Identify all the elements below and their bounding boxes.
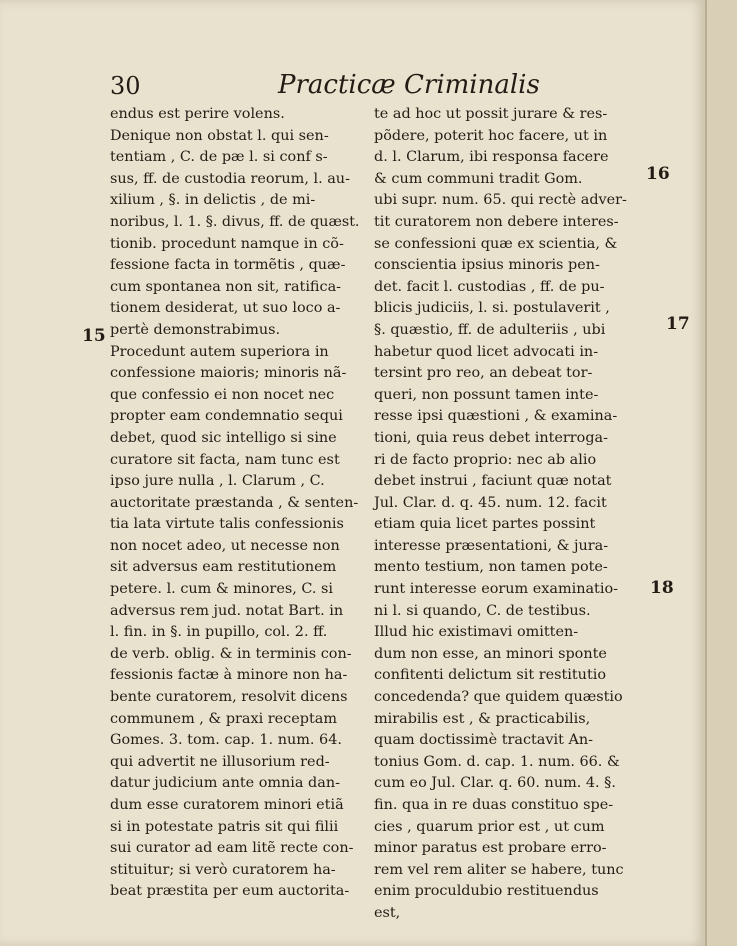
right-column-line: habetur quod licet advocati in- xyxy=(374,343,599,360)
right-column-line: Jul. Clar. d. q. 45. num. 12. facit xyxy=(374,494,607,511)
right-column-line: ubi supr. num. 65. qui rectè adver- xyxy=(374,192,627,209)
left-column-line: de verb. oblig. & in terminis con- xyxy=(110,645,352,662)
left-column-line: propter eam condemnatio sequi xyxy=(110,408,343,425)
left-column-line: tionem desiderat, ut suo loco a- xyxy=(110,300,341,317)
margin-number-16: 16 xyxy=(646,164,670,184)
right-column-line: enim proculdubio restituendus xyxy=(374,883,599,900)
next-page-edge xyxy=(705,0,737,946)
left-column-line: auctoritate præstanda , & senten- xyxy=(110,494,359,511)
right-column-line: fin. qua in re duas constituo spe- xyxy=(374,797,614,813)
left-column-line: xilium , §. in delictis , de mi- xyxy=(110,192,316,209)
left-column-line: ipso jure nulla , l. Clarum , C. xyxy=(110,473,325,490)
left-column xyxy=(110,104,360,903)
left-column-line: l. fin. in §. in pupillo, col. 2. ff. xyxy=(110,624,328,641)
right-column-line: minor paratus est probare erro- xyxy=(374,840,607,857)
running-title: Practicæ Criminalis xyxy=(278,70,540,100)
right-column-line: tonius Gom. d. cap. 1. num. 66. & xyxy=(374,753,620,770)
left-column-line: Denique non obstat l. qui sen- xyxy=(110,127,329,144)
left-column-line: curatore sit facta, nam tunc est xyxy=(110,451,340,468)
left-column-line: petere. l. cum & minores, C. si xyxy=(110,581,333,598)
left-column-line: que confessio ei non nocet nec xyxy=(110,386,335,403)
left-column-line: qui advertit ne illusorium red- xyxy=(110,753,330,770)
left-column-line: sit adversus eam restitutionem xyxy=(110,559,337,576)
right-column-line: conscientia ipsius minoris pen- xyxy=(374,257,600,274)
left-column-line: tia lata virtute talis confessionis xyxy=(110,516,344,533)
left-column-line: dum esse curatorem minori etiã xyxy=(110,797,344,813)
right-column-line: cum eo Jul. Clar. q. 60. num. 4. §. xyxy=(374,775,616,792)
right-column-line: põdere, poterit hoc facere, ut in xyxy=(374,127,608,144)
right-column-line: d. l. Clarum, ibi responsa facere xyxy=(374,149,609,166)
right-column-line: mirabilis est , & practicabilis, xyxy=(374,710,591,727)
left-column-line: Procedunt autem superiora in xyxy=(110,343,329,360)
right-column-line: est, xyxy=(374,904,401,921)
right-column-line: ri de facto proprio: nec ab alio xyxy=(374,451,597,468)
left-column-line: fessionis factæ à minore non ha- xyxy=(110,667,348,684)
right-column-line: tioni, quia reus debet interroga- xyxy=(374,429,608,446)
left-column-line: sui curator ad eam litẽ recte con- xyxy=(110,840,354,857)
left-column-line: sus, ff. de custodia reorum, l. au- xyxy=(110,170,350,187)
right-column-line: rem vel rem aliter se habere, tunc xyxy=(374,861,624,878)
margin-number-17: 17 xyxy=(666,314,690,334)
left-column-line: beat præstita per eum auctorita- xyxy=(110,883,350,900)
right-column-line: & cum communi tradit Gom. xyxy=(374,170,583,187)
left-column-line: fessione facta in tormẽtis , quæ- xyxy=(110,257,346,274)
left-column-line: bente curatorem, resolvit dicens xyxy=(110,689,348,706)
page-number: 30 xyxy=(110,72,141,100)
right-column-line: dum non esse, an minori sponte xyxy=(374,645,607,662)
right-column-line: mento testium, non tamen pote- xyxy=(374,559,608,576)
left-column-line: tentiam , C. de pæ l. si conf s- xyxy=(110,149,328,166)
margin-number-15: 15 xyxy=(82,326,106,346)
left-column-line: si in potestate patris sit qui filii xyxy=(110,818,339,835)
left-column-line: endus est perire volens. xyxy=(110,106,285,122)
right-column-line: quam doctissimè tractavit An- xyxy=(374,732,593,749)
page-header xyxy=(110,72,670,104)
left-column-line: cum spontanea non sit, ratifica- xyxy=(110,278,342,295)
right-column-line: queri, non possunt tamen inte- xyxy=(374,386,599,403)
right-column-line: interesse præsentationi, & jura- xyxy=(374,537,609,554)
right-column xyxy=(374,104,636,925)
left-column-line: confessione maioris; minoris nã- xyxy=(110,365,347,382)
right-column-line: Illud hic existimavi omitten- xyxy=(374,624,579,641)
right-column-line: concedenda? que quidem quæstio xyxy=(374,689,623,706)
left-column-line: non nocet adeo, ut necesse non xyxy=(110,537,340,554)
right-column-line: confitenti delictum sit restitutio xyxy=(374,667,606,684)
right-column-line: etiam quia licet partes possint xyxy=(374,516,596,533)
margin-number-18: 18 xyxy=(650,578,674,598)
right-column-line: debet instrui , faciunt quæ notat xyxy=(374,473,612,490)
right-column-line: te ad hoc ut possit jurare & res- xyxy=(374,106,608,122)
right-column-line: blicis judiciis, l. si. postulaverit , xyxy=(374,300,610,317)
right-column-line: ni l. si quando, C. de testibus. xyxy=(374,602,591,619)
right-column-line: se confessioni quæ ex scientia, & xyxy=(374,235,618,252)
left-column-line: tionib. procedunt namque in cõ- xyxy=(110,235,344,252)
right-column-line: resse ipsi quæstioni , & examina- xyxy=(374,408,618,425)
left-column-line: adversus rem jud. notat Bart. in xyxy=(110,602,344,619)
right-column-line: §. quæstio, ff. de adulteriis , ubi xyxy=(374,321,606,338)
left-column-line: communem , & praxi receptam xyxy=(110,710,337,727)
right-column-line: tit curatorem non debere interes- xyxy=(374,213,619,230)
left-column-line: datur judicium ante omnia dan- xyxy=(110,775,340,792)
left-column-line: noribus, l. 1. §. divus, ff. de quæst. xyxy=(110,213,360,230)
left-column-line: stituitur; si verò curatorem ha- xyxy=(110,861,336,878)
left-column-line: pertè demonstrabimus. xyxy=(110,321,281,338)
right-column-line: det. facit l. custodias , ff. de pu- xyxy=(374,278,605,295)
right-column-line: runt interesse eorum examinatio- xyxy=(374,581,618,598)
right-column-line: cies , quarum prior est , ut cum xyxy=(374,818,605,835)
left-column-line: debet, quod sic intelligo si sine xyxy=(110,429,337,446)
right-column-line: tersint pro reo, an debeat tor- xyxy=(374,365,593,382)
left-column-line: Gomes. 3. tom. cap. 1. num. 64. xyxy=(110,732,342,749)
